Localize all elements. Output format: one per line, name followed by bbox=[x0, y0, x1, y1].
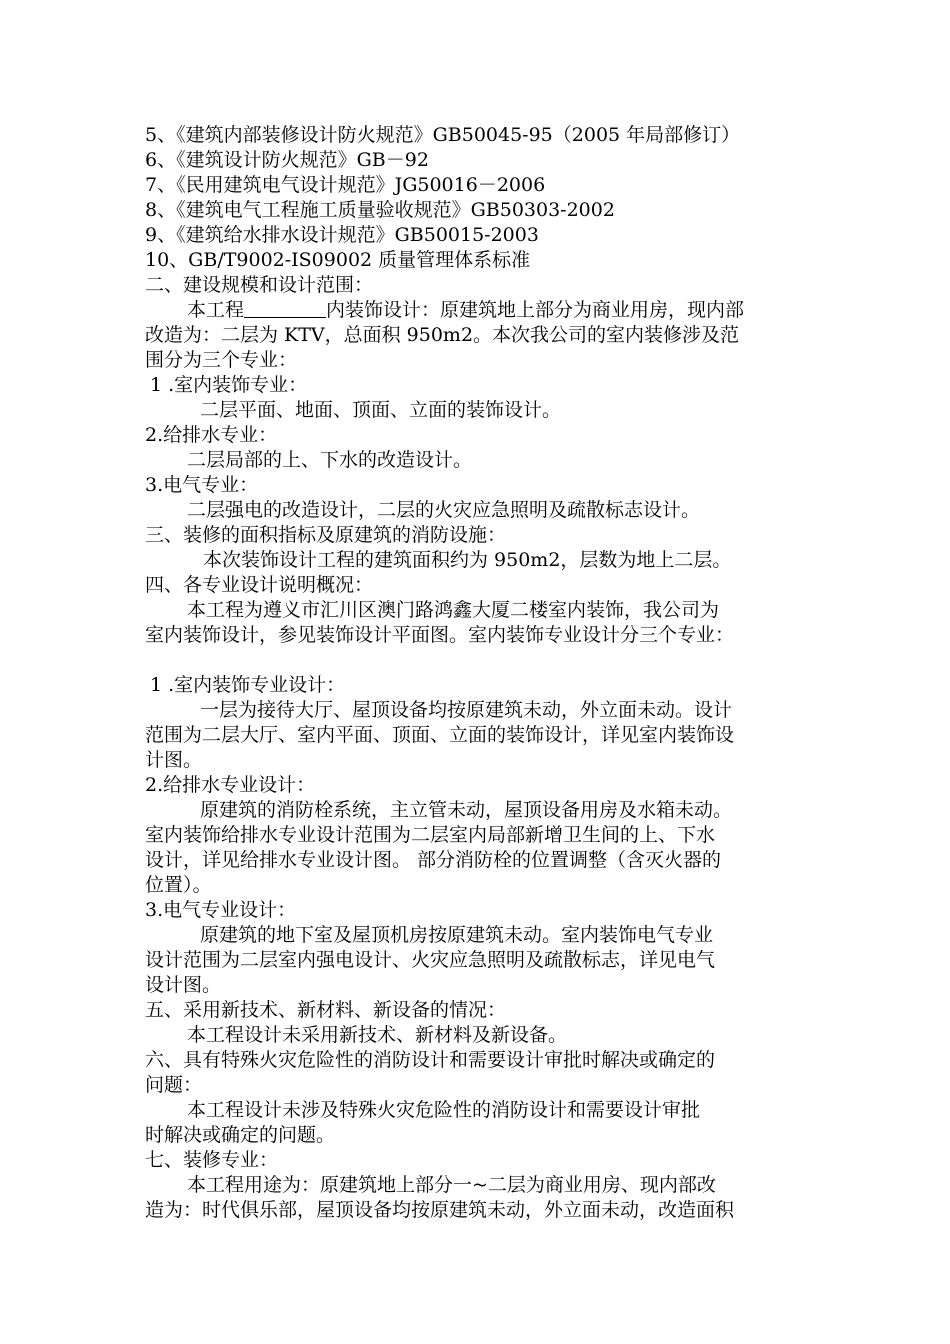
section-2-heading: 二、建设规模和设计范围： bbox=[145, 274, 374, 296]
section-3-heading: 三、装修的面积指标及原建筑的消防设施： bbox=[145, 524, 507, 546]
section-4-heading: 四、各专业设计说明概况： bbox=[145, 574, 374, 596]
section-4-item-2-line-4: 位置）。 bbox=[145, 874, 212, 896]
section-2-item-2-title: 2.给排水专业： bbox=[145, 424, 278, 446]
reference-8: 8、《建筑电气工程施工质量验收规范》GB50303-2002 bbox=[145, 199, 615, 221]
reference-10: 10、GB/T9002-IS09002 质量管理体系标准 bbox=[145, 249, 531, 271]
section-6-body-line-2: 时解决或确定的问题。 bbox=[145, 1124, 336, 1146]
section-2-item-2-body: 二层局部的上、下水的改造设计。 bbox=[187, 449, 473, 471]
section-4-intro-line-2: 室内装饰设计，参见装饰设计平面图。室内装饰专业设计分三个专业： bbox=[145, 624, 735, 646]
section-6-body-line-1: 本工程设计未涉及特殊火灾危险性的消防设计和需要设计审批 bbox=[187, 1099, 701, 1121]
section-4-item-1-title: 1 .室内装饰专业设计： bbox=[150, 674, 346, 696]
section-2-intro-line-1 bbox=[145, 298, 815, 323]
reference-7: 7、《民用建筑电气设计规范》JG50016－2006 bbox=[145, 174, 546, 196]
section-3-body: 本次装饰设计工程的建筑面积约为 950m2，层数为地上二层。 bbox=[203, 549, 732, 571]
section-2-item-1-title: 1 .室内装饰专业： bbox=[150, 374, 308, 396]
empty-line bbox=[145, 648, 815, 673]
section-4-item-3-line-2: 设计范围为二层室内强电设计、火灾应急照明及疏散标志，详见电气 bbox=[145, 949, 716, 971]
section-4-item-1-line-3: 计图。 bbox=[145, 749, 203, 771]
project-name-blank bbox=[244, 299, 326, 318]
section-7-body-line-2: 造为：时代俱乐部，屋顶设备均按原建筑未动，外立面未动，改造面积 bbox=[145, 1199, 735, 1221]
section-4-item-3-line-3: 设计图。 bbox=[145, 974, 222, 996]
section-4-item-2-line-1: 原建筑的消防栓系统，主立管未动，屋顶设备用房及水箱未动。 bbox=[200, 799, 733, 821]
section-4-item-2-line-2: 室内装饰给排水专业设计范围为二层室内局部新增卫生间的上、下水 bbox=[145, 824, 716, 846]
section-4-item-3-line-1: 原建筑的地下室及屋顶机房按原建筑未动。室内装饰电气专业 bbox=[200, 924, 714, 946]
reference-5: 5、《建筑内部装修设计防火规范》GB50045-95（2005 年局部修订） bbox=[145, 124, 741, 146]
section-2-intro-a: 本工程 bbox=[187, 299, 245, 321]
reference-6: 6、《建筑设计防火规范》GB－92 bbox=[145, 149, 429, 171]
reference-9: 9、《建筑给水排水设计规范》GB50015-2003 bbox=[145, 224, 539, 246]
section-2-item-1-body: 二层平面、地面、顶面、立面的装饰设计。 bbox=[200, 399, 562, 421]
section-6-heading-line-2: 问题： bbox=[145, 1074, 203, 1096]
section-2-item-3-title: 3.电气专业： bbox=[145, 474, 259, 496]
section-6-heading-line-1: 六、具有特殊火灾危险性的消防设计和需要设计审批时解决或确定的 bbox=[145, 1049, 716, 1071]
section-4-item-1-line-1: 一层为接待大厅、屋顶设备均按原建筑未动，外立面未动。设计 bbox=[200, 699, 733, 721]
section-2-intro-line-3: 围分为三个专业： bbox=[145, 349, 298, 371]
section-5-heading: 五、采用新技术、新材料、新设备的情况： bbox=[145, 999, 507, 1021]
section-4-item-2-title: 2.给排水专业设计： bbox=[145, 774, 316, 796]
section-2-item-3-body: 二层强电的改造设计，二层的火灾应急照明及疏散标志设计。 bbox=[187, 499, 701, 521]
section-4-item-1-line-2: 范围为二层大厅、室内平面、顶面、立面的装饰设计，详见室内装饰设 bbox=[145, 724, 735, 746]
document-page bbox=[145, 123, 815, 1223]
section-4-item-2-line-3: 设计，详见给排水专业设计图。 部分消防栓的位置调整（含灭火器的 bbox=[145, 849, 722, 871]
section-4-item-3-title: 3.电气专业设计： bbox=[145, 899, 297, 921]
section-5-body: 本工程设计未采用新技术、新材料及新设备。 bbox=[187, 1024, 568, 1046]
section-2-intro-b: 内装饰设计：原建筑地上部分为商业用房，现内部 bbox=[326, 299, 745, 321]
section-7-heading: 七、装修专业： bbox=[145, 1149, 279, 1171]
section-2-intro-line-2: 改造为：二层为 KTV，总面积 950m2。本次我公司的室内装修涉及范 bbox=[145, 324, 740, 346]
section-7-body-line-1: 本工程用途为：原建筑地上部分一~二层为商业用房、现内部改 bbox=[187, 1174, 716, 1196]
section-4-intro-line-1: 本工程为遵义市汇川区澳门路鸿鑫大厦二楼室内装饰，我公司为 bbox=[187, 599, 720, 621]
